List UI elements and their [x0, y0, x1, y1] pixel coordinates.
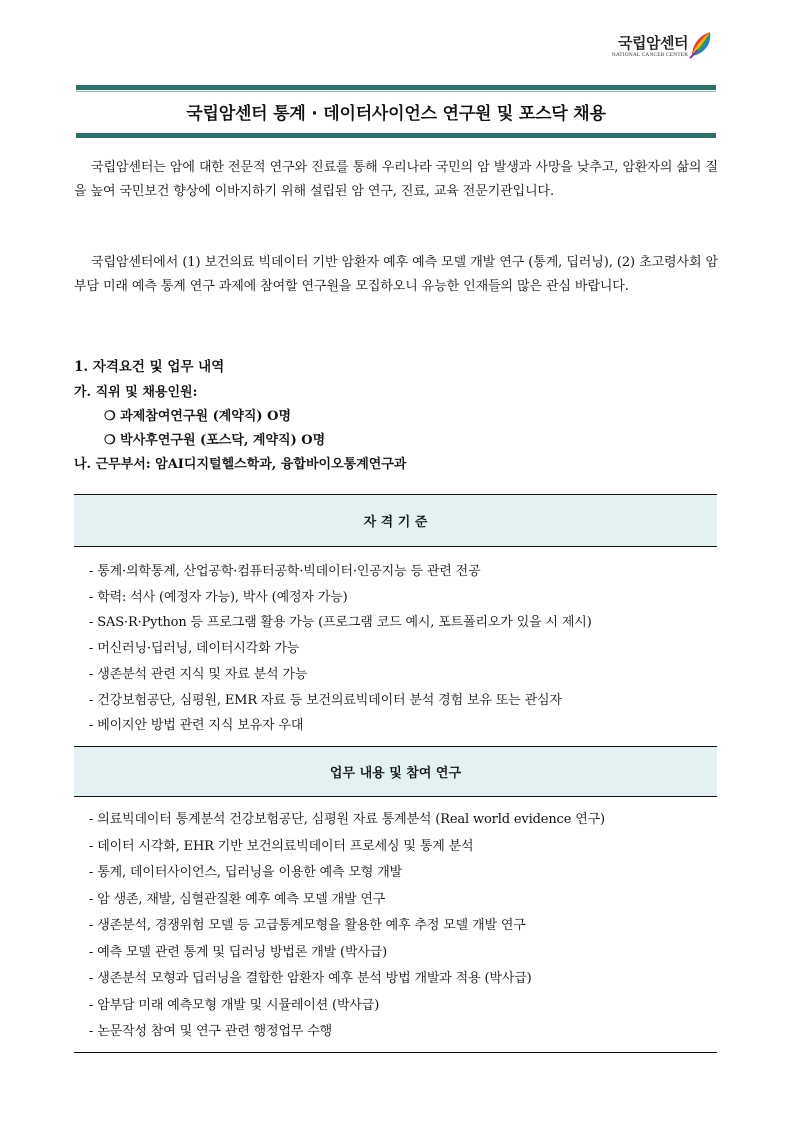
qualifications-header: 자 격 기 준: [74, 494, 717, 547]
list-item: - 암 생존, 재발, 심혈관질환 예후 예측 모델 개발 연구: [89, 891, 386, 907]
list-item: - 예측 모델 관련 통계 및 딥러닝 방법론 개발 (박사급): [89, 944, 388, 960]
duties-table: [74, 746, 717, 1046]
list-item: - 학력: 석사 (예정자 가능), 박사 (예정자 가능): [89, 589, 348, 605]
section-heading: 1. 자격요건 및 업무 내역: [74, 359, 225, 375]
list-item: - 머신러닝·딥러닝, 데이터시각화 가능: [89, 641, 300, 657]
intro-paragraph-1: 국립암센터는 암에 대한 전문적 연구와 진료를 통해 우리나라 국민의 암 발생과 사망을 낮추고, 암환자의 삶의 질을 높여 국민보건 향상에 이바지하기 위해 설립된 암 연구, 진료, 교육 전문기관입니다.: [74, 160, 718, 199]
position-item: ❍ 박사후연구원 (포스닥, 계약직) O명: [104, 433, 326, 448]
position-label: 가. 직위 및 채용인원:: [74, 385, 198, 400]
logo-leaf-icon: [688, 30, 714, 60]
intro-paragraph-2: 국립암센터에서 (1) 보건의료 빅데이터 기반 암환자 예후 예측 모델 개발 연구 (통계, 딥러닝), (2) 초고령사회 암부담 미래 예측 통계 연구 과제에 참여할 연구원을 모집하오니 유능한 인재들의 많은 관심 바랍니다.: [74, 255, 718, 294]
logo-subtitle: NATIONAL CANCER CENTER: [611, 52, 688, 58]
qualifications-table: [74, 494, 717, 739]
list-item: - 데이터 시각화, EHR 기반 보건의료빅데이터 프로세싱 및 통계 분석: [89, 838, 474, 854]
list-item: - 통계, 데이터사이언스, 딥러닝을 이용한 예측 모형 개발: [89, 865, 403, 880]
qualifications-list: [74, 547, 717, 739]
position-item: ❍ 과제참여연구원 (계약직) O명: [104, 409, 291, 424]
list-item: - SAS·R·Python 등 프로그램 활용 가능 (프로그램 코드 예시, 포트폴리오가 있을 시 제시): [89, 615, 592, 631]
logo-name: 국립암센터: [618, 34, 688, 52]
department-label: 나. 근무부서: 암AI디지털헬스학과, 융합바이오통계연구과: [74, 457, 407, 472]
list-item: - 생존분석 관련 지식 및 자료 분석 가능: [89, 666, 308, 682]
logo: [594, 30, 714, 64]
bottom-divider: [74, 1052, 717, 1053]
title-banner: [76, 85, 716, 138]
duties-header: 업무 내용 및 참여 연구: [74, 746, 717, 797]
list-item: - 암부담 미래 예측모형 개발 및 시뮬레이션 (박사급): [89, 997, 380, 1013]
list-item: - 생존분석, 경쟁위험 모델 등 고급통계모형을 활용한 예후 추정 모델 개발 연구: [89, 918, 526, 933]
list-item: - 논문작성 참여 및 연구 관련 행정업무 수행: [89, 1024, 333, 1039]
list-item: - 생존분석 모형과 딥러닝을 결합한 암환자 예후 분석 방법 개발과 적용 (박사급): [89, 971, 532, 986]
list-item: - 통계·의학통계, 산업공학·컴퓨터공학·빅데이터·인공지능 등 관련 전공: [89, 564, 481, 579]
list-item: - 의료빅데이터 통계분석 건강보험공단, 심평원 자료 통계분석 (Real world evidence 연구): [89, 812, 605, 827]
list-item: - 건강보험공단, 심평원, EMR 자료 등 보건의료빅데이터 분석 경험 보유 또는 관심자: [89, 692, 562, 708]
page-title: 국립암센터 통계 · 데이터사이언스 연구원 및 포스닥 채용: [186, 104, 606, 124]
list-item: - 베이지안 방법 관련 지식 보유자 우대: [89, 718, 304, 734]
duties-list: [74, 797, 717, 1046]
